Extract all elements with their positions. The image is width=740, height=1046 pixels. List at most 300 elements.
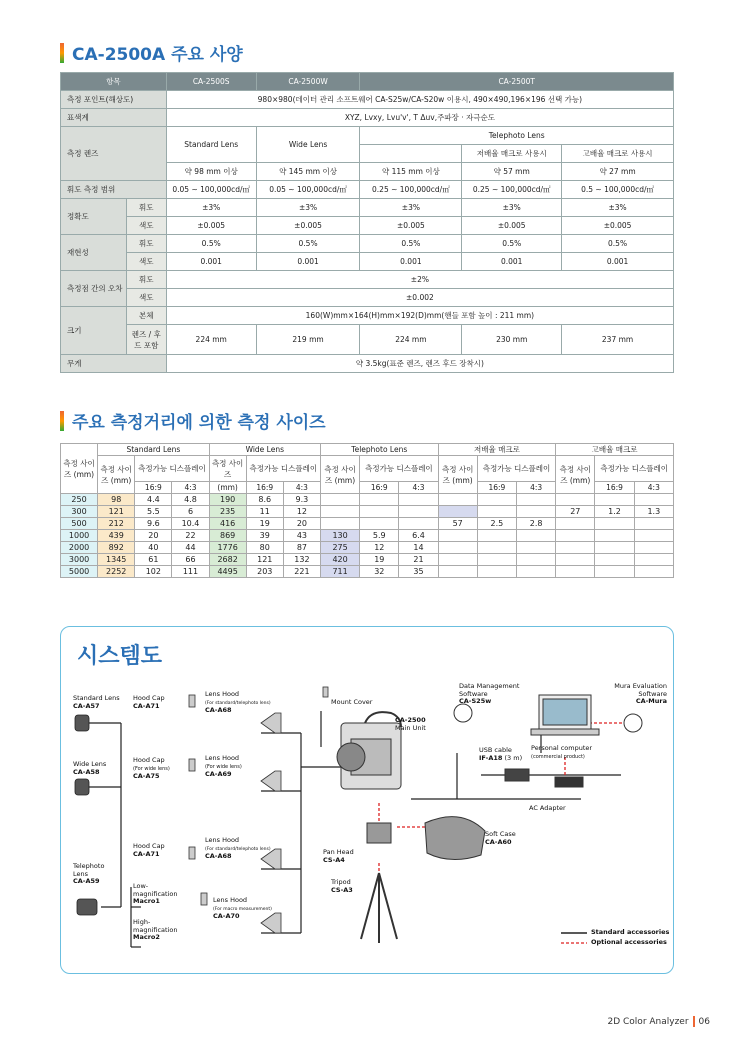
table-cell bbox=[517, 530, 556, 542]
table-cell: 2.5 bbox=[477, 518, 516, 530]
table-cell: 9.3 bbox=[283, 494, 320, 506]
cell: 0.001 bbox=[360, 253, 462, 271]
cell bbox=[360, 145, 462, 163]
header-ratio: 4:3 bbox=[399, 482, 438, 494]
table-cell: 14 bbox=[399, 542, 438, 554]
text: Tripod bbox=[331, 878, 351, 886]
table-cell: 111 bbox=[172, 566, 209, 578]
header-display: 측정가능 디스플레이 bbox=[360, 456, 438, 482]
table-cell bbox=[595, 566, 634, 578]
header-ratio: 16:9 bbox=[246, 482, 283, 494]
cell: 0.5% bbox=[562, 235, 674, 253]
table-cell bbox=[360, 494, 399, 506]
row-label: 측정점 간의 오차 bbox=[61, 271, 127, 307]
table-cell: 221 bbox=[283, 566, 320, 578]
header-ratio: 16:9 bbox=[595, 482, 634, 494]
label-lens-hood-a70 bbox=[213, 897, 272, 921]
code: CA-A68 bbox=[205, 706, 232, 714]
code: CA-A58 bbox=[73, 767, 100, 776]
label-hood-cap-a71 bbox=[133, 695, 165, 710]
text: Wide Lens bbox=[73, 760, 107, 768]
table-cell: 98 bbox=[98, 494, 135, 506]
text: (For macro measurement) bbox=[213, 906, 272, 912]
table-cell: 19 bbox=[246, 518, 283, 530]
header-display: 측정가능 디스플레이 bbox=[135, 456, 209, 482]
table-cell: 275 bbox=[320, 542, 359, 554]
table-cell bbox=[517, 566, 556, 578]
text: Lens Hood bbox=[205, 754, 240, 762]
code: CA-A60 bbox=[485, 837, 512, 846]
table-cell: 2252 bbox=[98, 566, 135, 578]
spec-title-text: CA-2500A 주요 사양 bbox=[72, 45, 243, 65]
label-dms bbox=[459, 683, 529, 706]
table-cell bbox=[595, 518, 634, 530]
header-item: 항목 bbox=[61, 73, 167, 91]
table-cell bbox=[595, 494, 634, 506]
cell: 0.5% bbox=[360, 235, 462, 253]
code: CA-A75 bbox=[133, 772, 160, 780]
text: Low-magnification bbox=[133, 882, 178, 898]
cell: Telephoto Lens bbox=[360, 127, 674, 145]
table-cell bbox=[438, 494, 477, 506]
group-standard: Standard Lens bbox=[98, 444, 209, 456]
table-cell: 61 bbox=[135, 554, 172, 566]
sub-label: 색도 bbox=[126, 253, 166, 271]
cell: 0.001 bbox=[166, 253, 256, 271]
table-row bbox=[61, 506, 674, 518]
table-cell: 40 bbox=[135, 542, 172, 554]
spec-title bbox=[60, 40, 243, 65]
table-cell: 35 bbox=[399, 566, 438, 578]
row-label: 정확도 bbox=[61, 199, 127, 235]
header-ratio: 16:9 bbox=[477, 482, 516, 494]
table-cell bbox=[595, 554, 634, 566]
spec-table bbox=[60, 72, 674, 373]
cell: ±0.005 bbox=[360, 217, 462, 235]
table-cell bbox=[556, 542, 595, 554]
text: USB cable bbox=[479, 746, 512, 754]
text: (For standard/telephoto lens) bbox=[205, 846, 271, 852]
table-cell: 2000 bbox=[61, 542, 98, 554]
cell: ±0.002 bbox=[166, 289, 673, 307]
cell: 약 145 mm 이상 bbox=[256, 163, 360, 181]
table-cell bbox=[517, 554, 556, 566]
title-accent-bar bbox=[60, 411, 64, 431]
table-cell: 892 bbox=[98, 542, 135, 554]
table-cell bbox=[556, 566, 595, 578]
group-low-macro: 저배율 매크로 bbox=[438, 444, 556, 456]
header-display: 측정가능 디스플레이 bbox=[477, 456, 555, 482]
table-row bbox=[61, 542, 674, 554]
table-cell: 20 bbox=[283, 518, 320, 530]
row-label: 표색계 bbox=[61, 109, 167, 127]
title-accent-bar bbox=[60, 43, 64, 63]
table-cell: 5.9 bbox=[360, 530, 399, 542]
label-standard-lens bbox=[73, 695, 120, 710]
table-cell bbox=[477, 494, 516, 506]
table-cell bbox=[556, 530, 595, 542]
cell: 0.5 ~ 100,000cd/㎡ bbox=[562, 181, 674, 199]
code: CS-A4 bbox=[323, 855, 345, 864]
group-wide: Wide Lens bbox=[209, 444, 320, 456]
cell: Standard Lens bbox=[166, 127, 256, 163]
table-cell bbox=[438, 530, 477, 542]
text: (3 m) bbox=[504, 753, 523, 762]
table-cell bbox=[320, 494, 359, 506]
text: Telephoto Lens bbox=[73, 862, 105, 878]
row-label: 크기 bbox=[61, 307, 127, 355]
row-label: 측정 포인트(해상도) bbox=[61, 91, 167, 109]
text: Soft Case bbox=[485, 830, 516, 838]
text: Mura Evaluation Software bbox=[614, 682, 667, 698]
label-soft-case bbox=[485, 831, 516, 846]
table-cell bbox=[360, 518, 399, 530]
table-cell: 6 bbox=[172, 506, 209, 518]
table-cell: 4495 bbox=[209, 566, 246, 578]
text: Standard accessories bbox=[591, 928, 670, 936]
table-cell bbox=[634, 542, 673, 554]
label-hood-cap-a71b bbox=[133, 843, 165, 858]
table-cell: 12 bbox=[360, 542, 399, 554]
cell: 219 mm bbox=[256, 325, 360, 355]
code: CA-A70 bbox=[213, 912, 240, 920]
table-cell: 869 bbox=[209, 530, 246, 542]
label-ac-adapter: AC Adapter bbox=[529, 804, 566, 812]
text: Main Unit bbox=[395, 723, 426, 732]
text: (For wide lens) bbox=[205, 763, 242, 770]
cell: 약 3.5kg(표준 렌즈, 렌즈 후드 장착시) bbox=[166, 355, 673, 373]
table-cell: 130 bbox=[320, 530, 359, 542]
header-size: 측정 사이즈 bbox=[209, 456, 246, 482]
group-telephoto: Telephoto Lens bbox=[320, 444, 438, 456]
table-cell bbox=[595, 542, 634, 554]
header-ratio: 4:3 bbox=[172, 482, 209, 494]
code: CA-A59 bbox=[73, 877, 100, 885]
text: (For standard/telephoto lens) bbox=[205, 700, 271, 706]
table-cell bbox=[438, 554, 477, 566]
table-cell: 439 bbox=[98, 530, 135, 542]
table-row bbox=[61, 518, 674, 530]
cell: ±3% bbox=[166, 199, 256, 217]
legend-optional bbox=[591, 939, 667, 947]
text: Lens Hood bbox=[213, 896, 248, 904]
label-pc bbox=[531, 745, 601, 761]
page-number: 06 bbox=[698, 1016, 710, 1027]
sub-label: 휘도 bbox=[126, 199, 166, 217]
code: CA-A71 bbox=[133, 701, 160, 710]
cell: 약 98 mm 이상 bbox=[166, 163, 256, 181]
label-tripod bbox=[331, 879, 353, 894]
footer bbox=[608, 1016, 711, 1027]
table-cell: 19 bbox=[360, 554, 399, 566]
cell: ±3% bbox=[256, 199, 360, 217]
cell: 0.001 bbox=[562, 253, 674, 271]
header-ratio: 16:9 bbox=[135, 482, 172, 494]
sub-label: 색도 bbox=[126, 217, 166, 235]
cell: ±0.005 bbox=[166, 217, 256, 235]
table-cell: 1000 bbox=[61, 530, 98, 542]
table-cell: 416 bbox=[209, 518, 246, 530]
header-ratio: 4:3 bbox=[283, 482, 320, 494]
table-cell: 121 bbox=[98, 506, 135, 518]
table-cell: 5.5 bbox=[135, 506, 172, 518]
cell: 0.5% bbox=[166, 235, 256, 253]
table-cell bbox=[517, 494, 556, 506]
table-cell: 22 bbox=[172, 530, 209, 542]
text: Optional accessories bbox=[591, 938, 667, 946]
table-cell: 300 bbox=[61, 506, 98, 518]
cell: 약 57 mm bbox=[462, 163, 562, 181]
cell: 0.05 ~ 100,000cd/㎡ bbox=[256, 181, 360, 199]
table-cell bbox=[634, 494, 673, 506]
table-cell bbox=[634, 530, 673, 542]
row-label: 휘도 측정 범위 bbox=[61, 181, 167, 199]
cell: ±3% bbox=[360, 199, 462, 217]
text: Hood Cap bbox=[133, 756, 165, 764]
table-cell bbox=[634, 566, 673, 578]
table-cell bbox=[438, 542, 477, 554]
text: Personal computer bbox=[531, 744, 593, 752]
table-cell: 1776 bbox=[209, 542, 246, 554]
table-cell: 2682 bbox=[209, 554, 246, 566]
row-label: 재현성 bbox=[61, 235, 127, 271]
header-size: 측정 사이즈 (mm) bbox=[98, 456, 135, 494]
label-hood-cap-a75 bbox=[133, 757, 170, 781]
legend-standard bbox=[591, 929, 669, 937]
header-display: 측정가능 디스플레이 bbox=[246, 456, 320, 482]
table-cell: 2.8 bbox=[517, 518, 556, 530]
code: CA-S25w bbox=[459, 697, 492, 705]
label-mount-cover: Mount Cover bbox=[331, 698, 373, 706]
cell: ±3% bbox=[562, 199, 674, 217]
table-cell: 1345 bbox=[98, 554, 135, 566]
table-cell bbox=[320, 506, 359, 518]
table-cell bbox=[556, 494, 595, 506]
cell: 0.001 bbox=[256, 253, 360, 271]
table-cell: 5000 bbox=[61, 566, 98, 578]
label-usb bbox=[479, 747, 522, 762]
table-cell bbox=[477, 554, 516, 566]
table-cell bbox=[477, 542, 516, 554]
group-high-macro: 고배율 매크로 bbox=[556, 444, 674, 456]
table-cell: 1.2 bbox=[595, 506, 634, 518]
code: CA-A69 bbox=[205, 770, 232, 778]
table-cell: 27 bbox=[556, 506, 595, 518]
cell: 224 mm bbox=[360, 325, 462, 355]
cell: 0.5% bbox=[462, 235, 562, 253]
table-cell bbox=[477, 530, 516, 542]
label-lens-hood-a69 bbox=[205, 755, 242, 779]
table-row bbox=[61, 530, 674, 542]
label-mura bbox=[601, 683, 667, 706]
text: Data Management Software bbox=[459, 682, 520, 698]
label-high-macro bbox=[133, 919, 179, 942]
cell: ±3% bbox=[462, 199, 562, 217]
label-low-macro bbox=[133, 883, 179, 906]
cell: 237 mm bbox=[562, 325, 674, 355]
table-cell: 43 bbox=[283, 530, 320, 542]
code: CA-A71 bbox=[133, 849, 160, 858]
system-title: 시스템도 bbox=[77, 644, 163, 669]
table-cell bbox=[320, 518, 359, 530]
table-cell: 87 bbox=[283, 542, 320, 554]
table-cell: 80 bbox=[246, 542, 283, 554]
text: Lens Hood bbox=[205, 690, 240, 698]
cell: 저배율 매크로 사용시 bbox=[462, 145, 562, 163]
header-size: 측정 사이즈 (mm) bbox=[438, 456, 477, 494]
table-cell: 121 bbox=[246, 554, 283, 566]
table-cell: 44 bbox=[172, 542, 209, 554]
table-cell bbox=[556, 518, 595, 530]
table-cell: 102 bbox=[135, 566, 172, 578]
cell: 230 mm bbox=[462, 325, 562, 355]
header-ratio: 16:9 bbox=[360, 482, 399, 494]
size-title-text: 주요 측정거리에 의한 측정 사이즈 bbox=[72, 413, 326, 433]
code: CS-A3 bbox=[331, 885, 353, 894]
table-row bbox=[61, 566, 674, 578]
footer-divider bbox=[693, 1016, 695, 1027]
table-cell bbox=[438, 566, 477, 578]
table-row bbox=[61, 494, 674, 506]
cell: 160(W)mm×164(H)mm×192(D)mm(핸들 포함 높이 : 211 mm) bbox=[166, 307, 673, 325]
sub-label: 렌즈 / 후드 포함 bbox=[126, 325, 166, 355]
text: Standard Lens bbox=[73, 694, 120, 702]
label-main-unit bbox=[395, 717, 426, 732]
row-label: 무게 bbox=[61, 355, 167, 373]
text: (For wide lens) bbox=[133, 765, 170, 772]
header-display: 측정가능 디스플레이 bbox=[595, 456, 674, 482]
cell: Wide Lens bbox=[256, 127, 360, 163]
label-lens-hood-a68b bbox=[205, 837, 271, 861]
table-cell: 235 bbox=[209, 506, 246, 518]
table-cell: 4.8 bbox=[172, 494, 209, 506]
table-cell bbox=[438, 506, 477, 518]
table-cell bbox=[556, 554, 595, 566]
cell: 0.001 bbox=[462, 253, 562, 271]
table-cell: 3000 bbox=[61, 554, 98, 566]
table-cell bbox=[634, 554, 673, 566]
table-cell: 250 bbox=[61, 494, 98, 506]
table-cell bbox=[360, 506, 399, 518]
cell: 980×980(데이터 관리 소프트웨어 CA-S25w/CA-S20w 이용시, 490×490,196×196 선택 가능) bbox=[166, 91, 673, 109]
text: Hood Cap bbox=[133, 842, 165, 850]
cell: 약 27 mm bbox=[562, 163, 674, 181]
table-cell: 190 bbox=[209, 494, 246, 506]
cell: 고배율 매크로 사용시 bbox=[562, 145, 674, 163]
cell: 0.25 ~ 100,000cd/㎡ bbox=[462, 181, 562, 199]
table-cell bbox=[399, 518, 438, 530]
header-ca2500t: CA-2500T bbox=[360, 73, 674, 91]
table-cell: 20 bbox=[135, 530, 172, 542]
table-cell: 4.4 bbox=[135, 494, 172, 506]
table-cell: 132 bbox=[283, 554, 320, 566]
cell: ±0.005 bbox=[462, 217, 562, 235]
text: Hood Cap bbox=[133, 694, 165, 702]
table-cell: 10.4 bbox=[172, 518, 209, 530]
table-cell: 711 bbox=[320, 566, 359, 578]
header-ca2500w: CA-2500W bbox=[256, 73, 360, 91]
code: Macro2 bbox=[133, 933, 160, 941]
table-cell: 39 bbox=[246, 530, 283, 542]
table-row bbox=[61, 554, 674, 566]
size-table bbox=[60, 443, 674, 578]
header-ca2500s: CA-2500S bbox=[166, 73, 256, 91]
table-cell: 57 bbox=[438, 518, 477, 530]
code: CA-A68 bbox=[205, 852, 232, 860]
code: CA-2500 bbox=[395, 716, 426, 724]
text: High-magnification bbox=[133, 918, 178, 934]
table-cell: 8.6 bbox=[246, 494, 283, 506]
size-title bbox=[60, 408, 326, 433]
text: Pan Head bbox=[323, 848, 354, 856]
code: Macro1 bbox=[133, 897, 160, 905]
table-cell bbox=[399, 506, 438, 518]
table-cell: 21 bbox=[399, 554, 438, 566]
cell: 224 mm bbox=[166, 325, 256, 355]
table-cell: 1.3 bbox=[634, 506, 673, 518]
table-cell: 12 bbox=[283, 506, 320, 518]
system-diagram bbox=[60, 626, 674, 974]
row-label: 측정 렌즈 bbox=[61, 127, 167, 181]
code: CA-Mura bbox=[635, 697, 667, 705]
table-cell bbox=[517, 506, 556, 518]
label-telephoto-lens bbox=[73, 863, 107, 886]
cell: 0.05 ~ 100,000cd/㎡ bbox=[166, 181, 256, 199]
cell: 0.5% bbox=[256, 235, 360, 253]
label-lens-hood-a68 bbox=[205, 691, 271, 715]
table-cell: 66 bbox=[172, 554, 209, 566]
header-size: 측정 사이즈 (mm) bbox=[556, 456, 595, 494]
footer-label: 2D Color Analyzer bbox=[607, 1016, 689, 1027]
table-cell: 212 bbox=[98, 518, 135, 530]
table-cell bbox=[634, 518, 673, 530]
sub-label: 휘도 bbox=[126, 271, 166, 289]
header-size: 측정 사이즈 (mm) bbox=[320, 456, 359, 494]
label-pan-head bbox=[323, 849, 354, 864]
cell: ±2% bbox=[166, 271, 673, 289]
cell: XYZ, Lvxy, Lvu'v', T Δuv,주파장 · 자극순도 bbox=[166, 109, 673, 127]
table-cell bbox=[477, 566, 516, 578]
header-ratio: 4:3 bbox=[634, 482, 673, 494]
table-cell bbox=[399, 494, 438, 506]
text: (commercial product) bbox=[531, 753, 585, 760]
table-cell: 203 bbox=[246, 566, 283, 578]
code: IF-A18 bbox=[479, 753, 503, 762]
sub-label: 본체 bbox=[126, 307, 166, 325]
table-cell: 32 bbox=[360, 566, 399, 578]
header-ratio: 4:3 bbox=[517, 482, 556, 494]
table-cell bbox=[477, 506, 516, 518]
table-cell bbox=[517, 542, 556, 554]
table-cell: 420 bbox=[320, 554, 359, 566]
sub-label: 휘도 bbox=[126, 235, 166, 253]
table-cell: 500 bbox=[61, 518, 98, 530]
sub-label: 색도 bbox=[126, 289, 166, 307]
cell: 0.25 ~ 100,000cd/㎡ bbox=[360, 181, 462, 199]
cell: ±0.005 bbox=[256, 217, 360, 235]
header-unit: (mm) bbox=[209, 482, 246, 494]
table-cell: 6.4 bbox=[399, 530, 438, 542]
table-cell bbox=[595, 530, 634, 542]
text: Lens Hood bbox=[205, 836, 240, 844]
cell: 약 115 mm 이상 bbox=[360, 163, 462, 181]
table-cell: 11 bbox=[246, 506, 283, 518]
table-cell: 9.6 bbox=[135, 518, 172, 530]
code: CA-A57 bbox=[73, 701, 100, 710]
header-distance: 측정 사이즈 (mm) bbox=[61, 444, 98, 494]
cell: ±0.005 bbox=[562, 217, 674, 235]
label-wide-lens bbox=[73, 761, 106, 776]
